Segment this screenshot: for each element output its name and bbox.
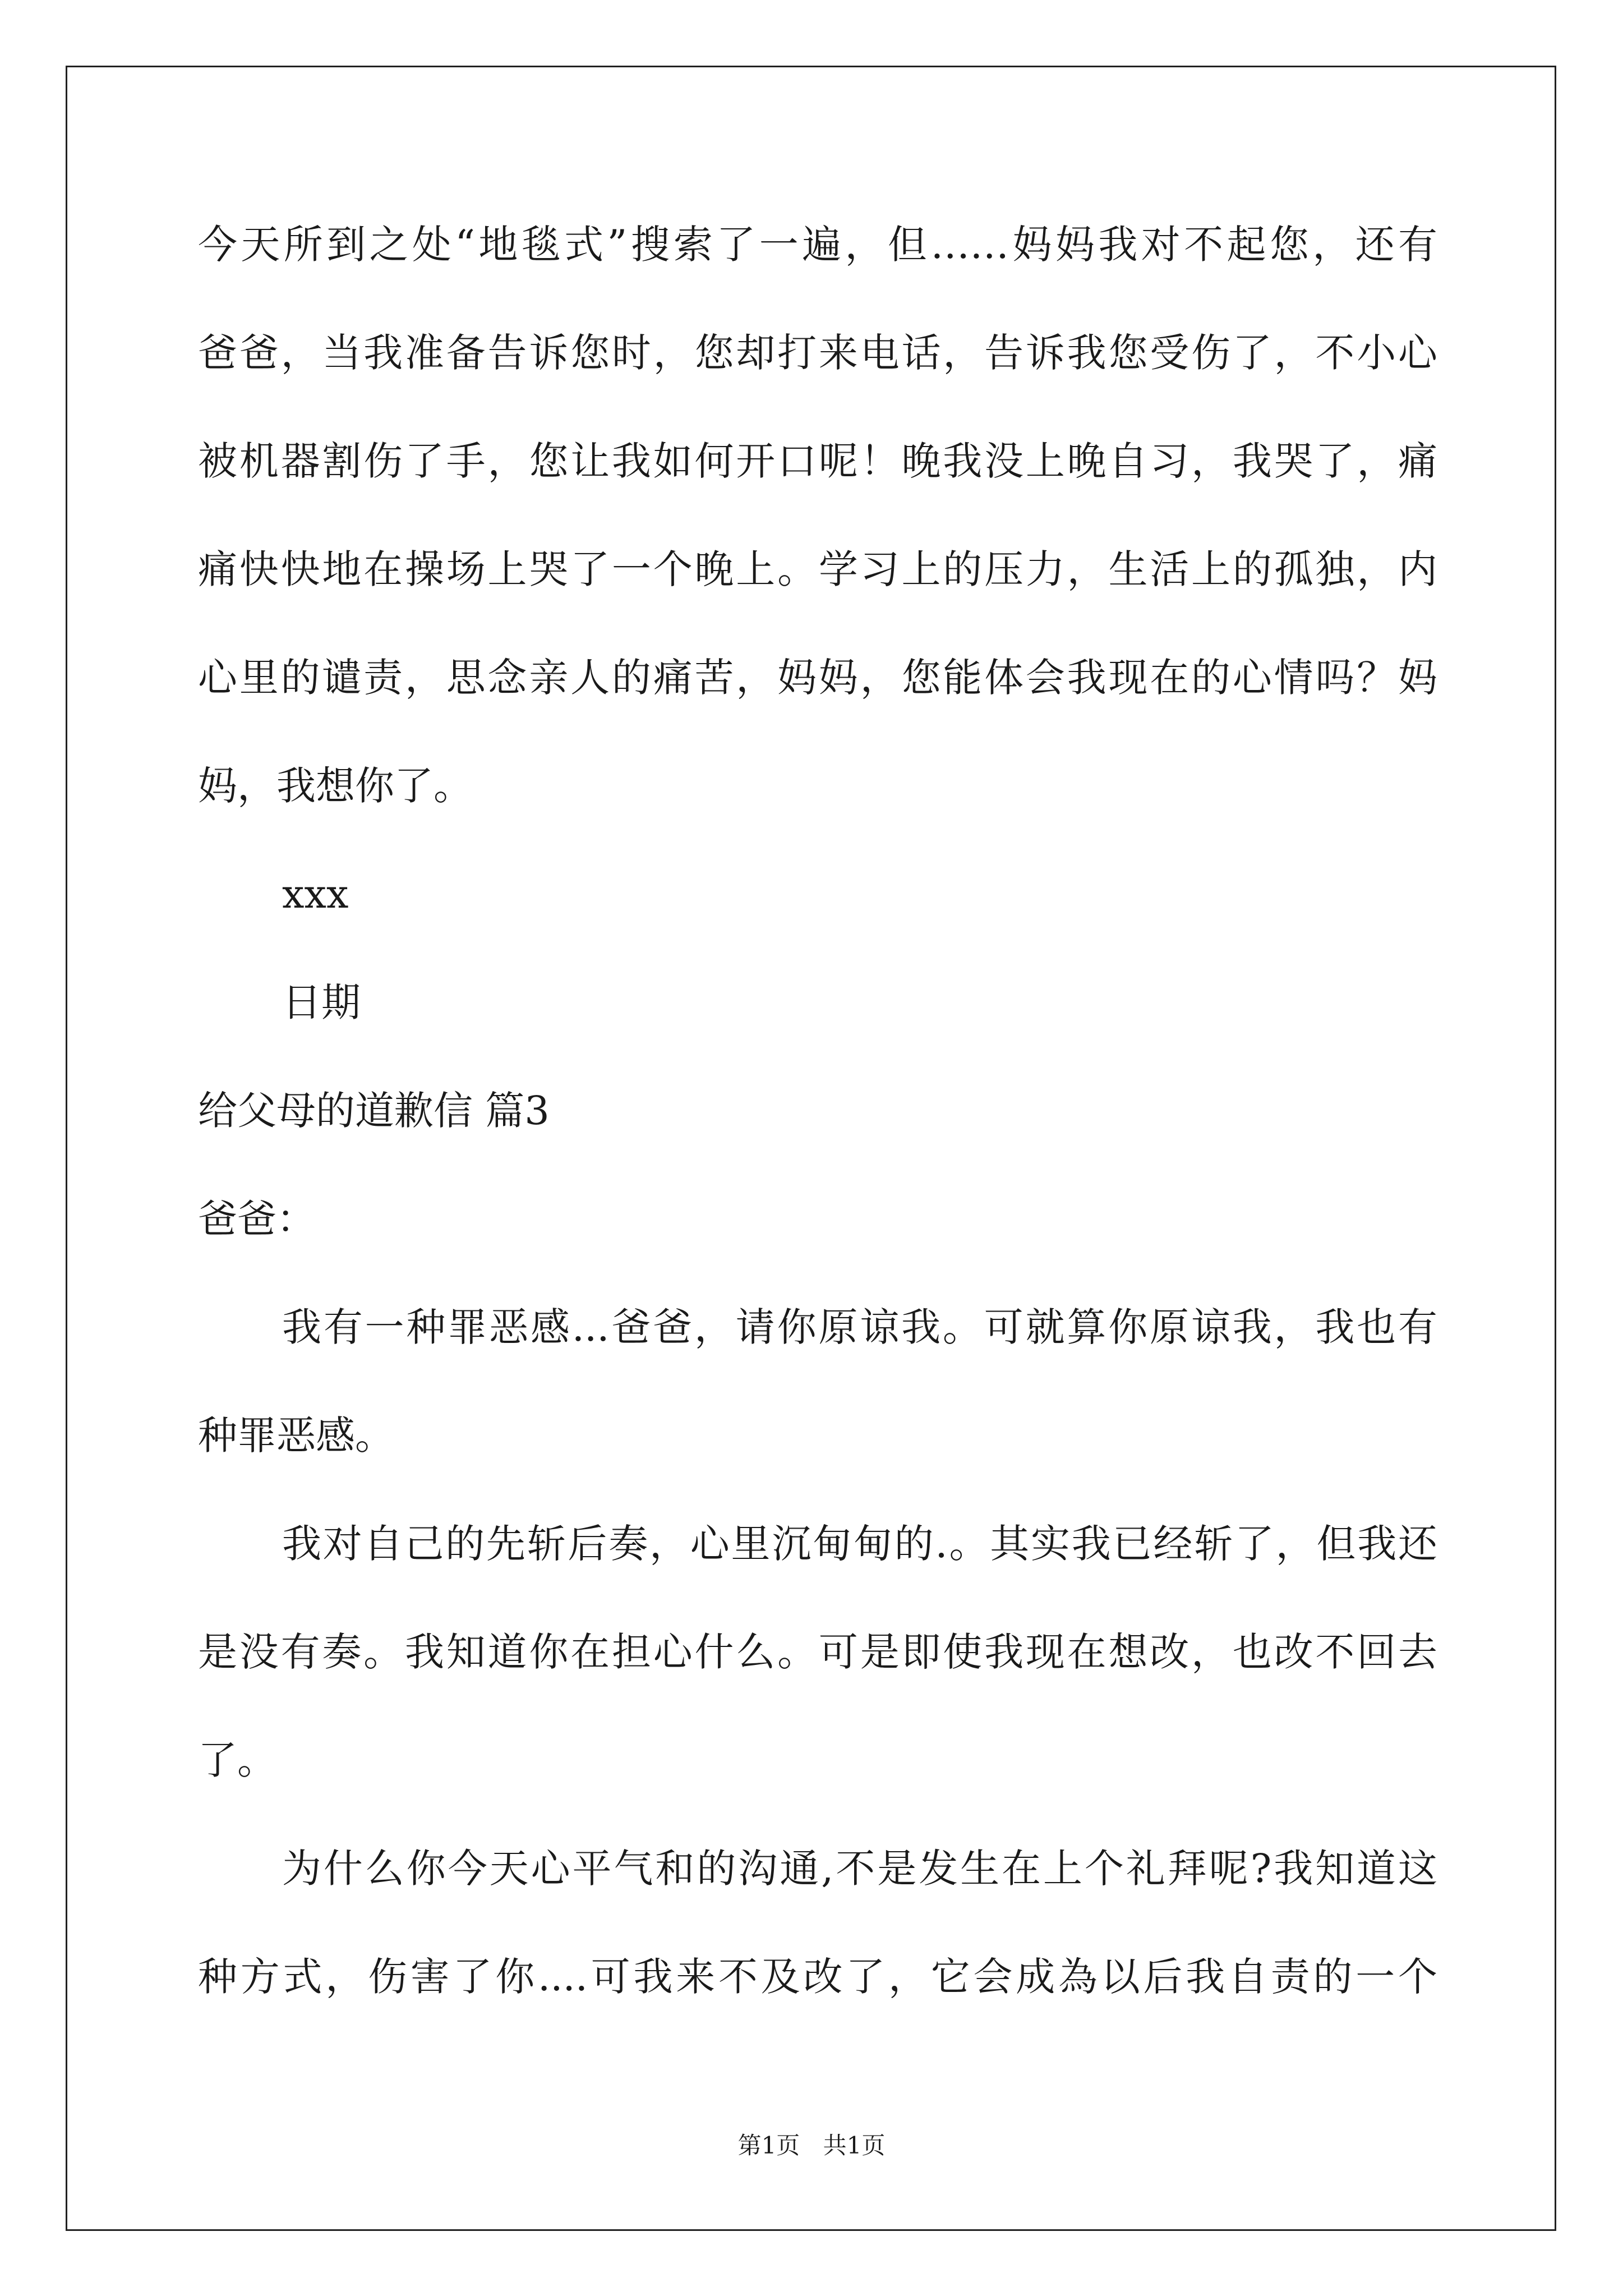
paragraph-line: 爸爸，当我准备告诉您时，您却打来电话，告诉我您受伤了，不小心 bbox=[198, 330, 1437, 376]
paragraph-line: 了。 bbox=[198, 1737, 276, 1783]
page-total: 共1页 bbox=[823, 2132, 886, 2159]
document-body bbox=[198, 191, 1437, 2031]
paragraph-line: 我对自己的先斩后奏，心里沉甸甸的.。其实我已经斩了，但我还 bbox=[282, 1521, 1437, 1567]
paragraph-line: 被机器割伤了手，您让我如何开口呢！晚我没上晚自习，我哭了，痛 bbox=[198, 438, 1437, 484]
salutation: 爸爸： bbox=[198, 1196, 316, 1242]
page-footer bbox=[0, 2129, 1623, 2162]
paragraph-line: 我有一种罪恶感...爸爸，请你原谅我。可就算你原谅我，我也有 bbox=[282, 1304, 1437, 1350]
paragraph-line: 为什么你今天心平气和的沟通,不是发生在上个礼拜呢?我知道这 bbox=[282, 1846, 1437, 1892]
paragraph-line: 是没有奏。我知道你在担心什么。可是即使我现在想改，也改不回去 bbox=[198, 1629, 1437, 1675]
paragraph-line: 心里的谴责，思念亲人的痛苦，妈妈，您能体会我现在的心情吗？妈 bbox=[198, 655, 1437, 701]
paragraph-line: 种罪恶感。 bbox=[198, 1412, 394, 1458]
paragraph-line: 今天所到之处“地毯式”搜索了一遍，但……妈妈我对不起您，还有 bbox=[198, 222, 1437, 268]
paragraph-line: 种方式，伤害了你....可我来不及改了，它会成為以后我自责的一个 bbox=[198, 1954, 1437, 2000]
signature-name: xxx bbox=[282, 871, 349, 917]
page-number: 第1页 bbox=[737, 2132, 800, 2159]
paragraph-line: 妈，我想你了。 bbox=[198, 763, 473, 809]
section-heading: 给父母的道歉信 篇3 bbox=[198, 1088, 550, 1134]
signature-date: 日期 bbox=[282, 979, 361, 1025]
paragraph-line: 痛快快地在操场上哭了一个晚上。学习上的压力，生活上的孤独，内 bbox=[198, 546, 1437, 592]
